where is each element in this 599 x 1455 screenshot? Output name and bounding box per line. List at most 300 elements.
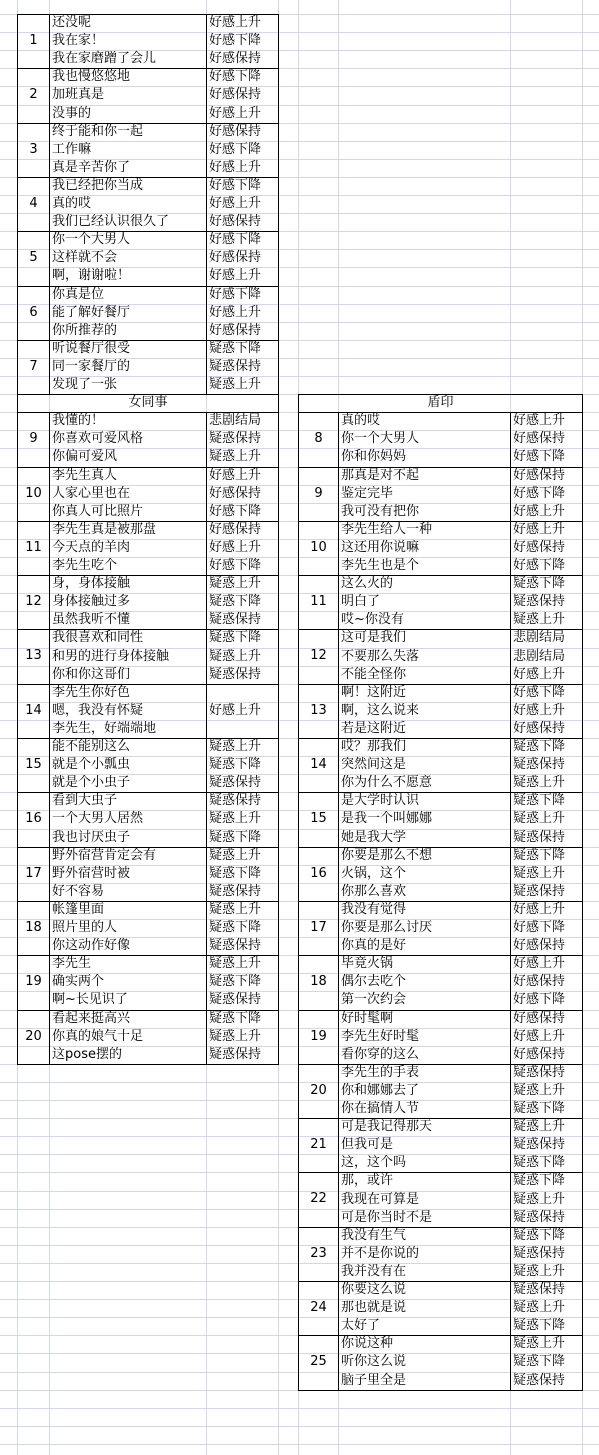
dialogue-option-cell[interactable]: 就是个小虫子 bbox=[52, 775, 131, 791]
dialogue-option-cell[interactable]: 哎~你没有 bbox=[341, 612, 404, 628]
dialogue-option-cell[interactable]: 我也慢悠悠地 bbox=[52, 69, 131, 85]
affection-effect-cell[interactable]: 好感上升 bbox=[513, 702, 566, 718]
dialogue-option-cell[interactable]: 你一个大男人 bbox=[52, 232, 131, 248]
border-line bbox=[298, 467, 299, 522]
dialogue-option-cell[interactable]: 同一家餐厅的 bbox=[52, 358, 131, 374]
affection-effect-cell[interactable]: 疑惑上升 bbox=[513, 865, 566, 881]
dialogue-option-cell[interactable]: 我现在可算是 bbox=[341, 1191, 420, 1207]
affection-effect-cell[interactable]: 疑惑下降 bbox=[513, 1101, 566, 1116]
border-line bbox=[278, 847, 279, 902]
affection-effect-cell[interactable]: 好感保持 bbox=[513, 431, 566, 447]
border-line bbox=[49, 521, 50, 576]
border-line bbox=[49, 629, 50, 685]
group-number: 8 bbox=[314, 431, 323, 447]
dialogue-option-cell[interactable]: 啊，谢谢啦！ bbox=[52, 268, 131, 284]
affection-effect-cell[interactable]: 疑惑保持 bbox=[513, 829, 566, 845]
border-line bbox=[338, 901, 339, 956]
affection-effect-cell[interactable]: 疑惑下降 bbox=[513, 1155, 566, 1171]
affection-effect-cell[interactable]: 疑惑下降 bbox=[513, 739, 566, 754]
border-line bbox=[17, 412, 18, 468]
affection-effect-cell[interactable] bbox=[209, 720, 276, 738]
border-line bbox=[278, 394, 279, 413]
dialogue-option-cell[interactable]: 没事的 bbox=[52, 105, 92, 121]
group-number: 25 bbox=[310, 1354, 327, 1370]
dialogue-option-cell[interactable]: 李先生，好端端地 bbox=[52, 720, 157, 736]
group-number: 9 bbox=[314, 485, 323, 501]
dialogue-option-cell[interactable]: 李先生好时髦 bbox=[341, 1028, 420, 1044]
dialogue-option-cell[interactable]: 你偏可爱风 bbox=[52, 449, 118, 465]
affection-effect-cell[interactable]: 好感保持 bbox=[513, 467, 566, 483]
affection-effect-cell[interactable]: 疑惑下降 bbox=[513, 1354, 566, 1370]
group-number: 22 bbox=[310, 1191, 327, 1207]
dialogue-option-cell[interactable]: 我可没有把你 bbox=[341, 503, 420, 519]
dialogue-option-cell[interactable]: 还没呢 bbox=[52, 15, 92, 30]
affection-effect-cell[interactable]: 好感保持 bbox=[209, 250, 262, 266]
affection-effect-cell[interactable]: 疑惑上升 bbox=[209, 739, 262, 754]
dialogue-option-cell[interactable]: 啊！这附近 bbox=[341, 684, 407, 700]
border-line bbox=[582, 1281, 583, 1336]
dialogue-option-cell[interactable]: 今天点的羊肉 bbox=[52, 539, 131, 555]
border-line bbox=[206, 738, 207, 793]
affection-effect-cell[interactable]: 好感保持 bbox=[513, 1010, 566, 1026]
border-line bbox=[510, 955, 511, 1011]
affection-effect-cell[interactable]: 好感下降 bbox=[209, 286, 262, 302]
border-line bbox=[510, 901, 511, 956]
dialogue-option-cell[interactable]: 我很喜欢和同性 bbox=[52, 630, 144, 646]
dialogue-option-cell[interactable]: 那也就是说 bbox=[341, 1300, 407, 1316]
affection-effect-cell[interactable]: 悲剧结局 bbox=[513, 648, 566, 664]
dialogue-option-cell[interactable]: 我已经把你当成 bbox=[52, 177, 144, 193]
group-number: 20 bbox=[25, 1028, 42, 1044]
affection-effect-cell[interactable]: 疑惑上升 bbox=[513, 1263, 566, 1279]
affection-effect-cell[interactable]: 疑惑下降 bbox=[209, 829, 262, 845]
dialogue-option-cell[interactable]: 哎？那我们 bbox=[341, 739, 407, 754]
border-line bbox=[17, 14, 18, 69]
border-line bbox=[298, 1064, 299, 1119]
dialogue-option-cell[interactable]: 身，身体接触 bbox=[52, 576, 131, 592]
dialogue-option-cell[interactable]: 并不是你说的 bbox=[341, 1245, 420, 1261]
border-line bbox=[298, 1227, 299, 1282]
affection-effect-cell[interactable]: 好感保持 bbox=[513, 720, 566, 736]
dialogue-option-cell[interactable]: 看起来挺高兴 bbox=[52, 1010, 131, 1026]
group-number: 18 bbox=[25, 919, 42, 935]
dialogue-option-cell[interactable]: 你这动作好像 bbox=[52, 938, 131, 954]
dialogue-option-cell[interactable]: 那真是对不起 bbox=[341, 467, 420, 483]
affection-effect-cell[interactable]: 好感下降 bbox=[513, 992, 566, 1008]
dialogue-option-cell[interactable]: 真是辛苦你了 bbox=[52, 159, 131, 175]
dialogue-option-cell[interactable]: 若是这附近 bbox=[341, 720, 407, 736]
affection-effect-cell[interactable]: 好感上升 bbox=[513, 956, 566, 972]
affection-effect-cell[interactable]: 疑惑下降 bbox=[209, 594, 262, 610]
dialogue-option-cell[interactable]: 听你这么说 bbox=[341, 1354, 407, 1370]
border-line bbox=[298, 1118, 299, 1173]
affection-effect-cell[interactable]: 好感上升 bbox=[209, 159, 262, 175]
border-line bbox=[17, 684, 18, 739]
affection-effect-cell[interactable]: 好感上升 bbox=[209, 539, 262, 555]
affection-effect-cell[interactable]: 疑惑保持 bbox=[209, 793, 262, 809]
dialogue-option-cell[interactable]: 你要这么说 bbox=[341, 1282, 407, 1297]
border-line bbox=[338, 1335, 339, 1391]
affection-effect-cell[interactable]: 疑惑下降 bbox=[209, 920, 262, 935]
dialogue-option-cell[interactable]: 你在搞情人节 bbox=[341, 1101, 420, 1116]
dialogue-option-cell[interactable]: 偶尔去吃个 bbox=[341, 974, 407, 990]
affection-effect-cell[interactable]: 好感保持 bbox=[513, 938, 566, 954]
border-line bbox=[49, 68, 50, 124]
dialogue-option-cell[interactable]: 李先生真是被那盘 bbox=[52, 521, 157, 537]
dialogue-option-cell[interactable]: 可是你当时不是 bbox=[341, 1209, 433, 1225]
border-line bbox=[49, 847, 50, 902]
dialogue-option-cell[interactable]: 这可是我们 bbox=[341, 630, 407, 646]
affection-effect-cell[interactable]: 好感下降 bbox=[209, 503, 262, 519]
affection-effect-cell[interactable]: 好感上升 bbox=[209, 105, 262, 121]
border-line bbox=[298, 738, 299, 793]
dialogue-option-cell[interactable]: 工作嘛 bbox=[52, 141, 92, 157]
affection-effect-cell[interactable]: 疑惑保持 bbox=[513, 1064, 566, 1080]
border-line bbox=[49, 231, 50, 287]
dialogue-option-cell[interactable]: 这，这个吗 bbox=[341, 1155, 407, 1171]
border-line bbox=[510, 1335, 511, 1391]
border-line bbox=[298, 1281, 299, 1336]
affection-effect-cell[interactable]: 好感保持 bbox=[209, 214, 262, 230]
section-header-right: 盾印 bbox=[427, 395, 454, 411]
border-line bbox=[298, 521, 299, 576]
border-line bbox=[206, 1010, 207, 1065]
affection-effect-cell[interactable]: 疑惑下降 bbox=[513, 1173, 566, 1189]
border-line bbox=[510, 1010, 511, 1065]
dialogue-option-cell[interactable]: 野外宿营时被 bbox=[52, 865, 131, 881]
dialogue-option-cell[interactable]: 明白了 bbox=[341, 594, 381, 610]
border-line bbox=[298, 792, 299, 848]
group-number: 16 bbox=[310, 865, 327, 881]
border-line bbox=[338, 412, 339, 468]
affection-effect-cell[interactable]: 好感上升 bbox=[513, 666, 566, 682]
dialogue-option-cell[interactable]: 李先生真人 bbox=[52, 467, 118, 483]
affection-effect-cell[interactable] bbox=[209, 684, 276, 702]
dialogue-option-cell[interactable]: 是我一个叫娜娜 bbox=[341, 811, 433, 827]
dialogue-option-cell[interactable]: 李先生吃个 bbox=[52, 558, 118, 573]
affection-effect-cell[interactable]: 疑惑保持 bbox=[513, 594, 566, 610]
dialogue-option-cell[interactable]: 你所推荐的 bbox=[52, 322, 118, 338]
dialogue-option-cell[interactable]: 人家心里也在 bbox=[52, 485, 131, 501]
affection-effect-cell[interactable]: 好感保持 bbox=[209, 123, 262, 139]
border-line bbox=[338, 1227, 339, 1282]
affection-effect-cell[interactable]: 疑惑保持 bbox=[513, 757, 566, 773]
border-line bbox=[278, 340, 279, 395]
dialogue-option-cell[interactable]: 你和你这哥们 bbox=[52, 666, 131, 682]
dialogue-option-cell[interactable]: 确实两个 bbox=[52, 974, 105, 990]
dialogue-option-cell[interactable]: 看到大虫子 bbox=[52, 793, 118, 809]
affection-effect-cell[interactable]: 疑惑保持 bbox=[209, 883, 262, 899]
affection-effect-cell[interactable]: 疑惑下降 bbox=[513, 1318, 566, 1334]
affection-effect-cell[interactable]: 疑惑下降 bbox=[513, 576, 566, 592]
dialogue-option-cell[interactable]: 你真是位 bbox=[52, 286, 105, 302]
dialogue-option-cell[interactable]: 鉴定完毕 bbox=[341, 485, 394, 501]
border-line bbox=[510, 575, 511, 630]
dialogue-option-cell[interactable]: 脑子里全是 bbox=[341, 1372, 407, 1388]
affection-effect-cell[interactable]: 悲剧结局 bbox=[513, 630, 566, 646]
affection-effect-cell[interactable]: 疑惑保持 bbox=[209, 431, 262, 447]
affection-effect-cell[interactable]: 疑惑上升 bbox=[209, 956, 262, 972]
affection-effect-cell[interactable]: 好感保持 bbox=[209, 322, 262, 338]
affection-effect-cell[interactable]: 好感下降 bbox=[209, 69, 262, 85]
dialogue-option-cell[interactable]: 你要是那么不想 bbox=[341, 847, 433, 863]
dialogue-option-cell[interactable]: 李先生你好色 bbox=[52, 684, 131, 700]
border-line bbox=[17, 394, 18, 413]
affection-effect-cell[interactable]: 疑惑上升 bbox=[209, 1028, 262, 1044]
affection-effect-cell[interactable]: 疑惑下降 bbox=[513, 793, 566, 809]
dialogue-option-cell[interactable]: 毕竟火锅 bbox=[341, 956, 394, 972]
affection-effect-cell[interactable]: 疑惑上升 bbox=[513, 1119, 566, 1135]
dialogue-option-cell[interactable]: 照片里的人 bbox=[52, 920, 118, 935]
dialogue-option-cell[interactable]: 是大学时认识 bbox=[341, 793, 420, 809]
affection-effect-cell[interactable]: 好感下降 bbox=[513, 558, 566, 573]
border-line bbox=[17, 738, 18, 793]
affection-effect-cell[interactable]: 疑惑保持 bbox=[209, 938, 262, 954]
dialogue-option-cell[interactable]: 你真的是好 bbox=[341, 938, 407, 954]
affection-effect-cell[interactable]: 疑惑保持 bbox=[209, 612, 262, 628]
dialogue-option-cell[interactable]: 嗯，我没有怀疑 bbox=[52, 702, 144, 718]
affection-effect-cell[interactable]: 疑惑上升 bbox=[513, 1191, 566, 1207]
affection-effect-cell[interactable]: 好感下降 bbox=[513, 449, 566, 465]
affection-effect-cell[interactable]: 疑惑上升 bbox=[209, 576, 262, 592]
dialogue-option-cell[interactable]: 终于能和你一起 bbox=[52, 123, 144, 139]
affection-effect-cell[interactable]: 好感上升 bbox=[513, 413, 566, 429]
border-line bbox=[510, 1118, 511, 1173]
border-line bbox=[582, 847, 583, 902]
dialogue-option-cell[interactable]: 啊，这么说来 bbox=[341, 702, 420, 718]
affection-effect-cell[interactable]: 好感下降 bbox=[209, 558, 262, 573]
affection-effect-cell[interactable]: 好感上升 bbox=[209, 196, 262, 211]
dialogue-option-cell[interactable]: 我懂的！ bbox=[52, 413, 105, 429]
border-line bbox=[49, 901, 50, 956]
dialogue-option-cell[interactable]: 好不容易 bbox=[52, 883, 105, 899]
dialogue-option-cell[interactable]: 李先生给人一种 bbox=[341, 521, 433, 537]
dialogue-option-cell[interactable]: 我在家！ bbox=[52, 33, 105, 49]
group-number: 3 bbox=[29, 141, 38, 157]
border-line bbox=[49, 286, 50, 341]
dialogue-option-cell[interactable]: 就是个小瓢虫 bbox=[52, 757, 131, 773]
dialogue-option-cell[interactable]: 啊~长见识了 bbox=[52, 992, 128, 1008]
dialogue-option-cell[interactable]: 能不能别这么 bbox=[52, 739, 131, 754]
border-line bbox=[278, 575, 279, 630]
group-number: 17 bbox=[25, 865, 42, 881]
affection-effect-cell[interactable]: 好感下降 bbox=[513, 485, 566, 501]
affection-effect-cell[interactable]: 好感下降 bbox=[209, 33, 262, 49]
affection-effect-cell[interactable]: 好感保持 bbox=[209, 51, 262, 67]
dialogue-option-cell[interactable]: 李先生的手表 bbox=[341, 1064, 420, 1080]
affection-effect-cell[interactable]: 好感保持 bbox=[209, 485, 262, 501]
border-line bbox=[206, 901, 207, 956]
dialogue-option-cell[interactable]: 太好了 bbox=[341, 1318, 381, 1334]
affection-effect-cell[interactable]: 好感上升 bbox=[209, 268, 262, 284]
affection-effect-cell[interactable]: 疑惑保持 bbox=[209, 666, 262, 682]
border-line bbox=[278, 1010, 279, 1065]
affection-effect-cell[interactable]: 好感上升 bbox=[209, 702, 262, 718]
affection-effect-cell[interactable]: 好感保持 bbox=[209, 87, 262, 103]
dialogue-option-cell[interactable]: 这样就不会 bbox=[52, 250, 118, 266]
dialogue-option-cell[interactable]: 真的哎 bbox=[52, 196, 92, 211]
affection-effect-cell[interactable]: 好感保持 bbox=[513, 539, 566, 555]
dialogue-option-cell[interactable]: 我没有生气 bbox=[341, 1227, 407, 1243]
dialogue-option-cell[interactable]: 发现了一张 bbox=[52, 377, 118, 392]
dialogue-option-cell[interactable]: 不能全怪你 bbox=[341, 666, 407, 682]
affection-effect-cell[interactable]: 好感保持 bbox=[513, 1046, 566, 1062]
border-line bbox=[338, 1064, 339, 1119]
dialogue-option-cell[interactable]: 看你穿的这么 bbox=[341, 1046, 420, 1062]
affection-effect-cell[interactable]: 疑惑下降 bbox=[513, 847, 566, 863]
dialogue-option-cell[interactable]: 你那么喜欢 bbox=[341, 883, 407, 899]
border-line bbox=[278, 521, 279, 576]
dialogue-option-cell[interactable]: 你喜欢可爱风格 bbox=[52, 431, 144, 447]
affection-effect-cell[interactable]: 疑惑上升 bbox=[513, 811, 566, 827]
affection-effect-cell[interactable]: 好感保持 bbox=[513, 974, 566, 990]
dialogue-option-cell[interactable]: 你为什么不愿意 bbox=[341, 775, 433, 791]
dialogue-option-cell[interactable]: 加班真是 bbox=[52, 87, 105, 103]
affection-effect-cell[interactable]: 好感保持 bbox=[209, 521, 262, 537]
dialogue-option-cell[interactable]: 身体接触过多 bbox=[52, 594, 131, 610]
dialogue-option-cell[interactable]: 不要那么失落 bbox=[341, 648, 420, 664]
affection-effect-cell[interactable]: 疑惑上升 bbox=[209, 449, 262, 465]
affection-effect-cell[interactable]: 好感上升 bbox=[513, 901, 566, 917]
dialogue-option-cell[interactable]: 听说餐厅很受 bbox=[52, 340, 131, 356]
affection-effect-cell[interactable]: 疑惑上升 bbox=[209, 847, 262, 863]
dialogue-option-cell[interactable]: 真的哎 bbox=[341, 413, 381, 429]
affection-effect-cell[interactable]: 疑惑下降 bbox=[209, 340, 262, 356]
affection-effect-cell[interactable]: 疑惑保持 bbox=[513, 883, 566, 899]
affection-effect-cell[interactable]: 疑惑上升 bbox=[513, 1300, 566, 1316]
dialogue-option-cell[interactable]: 李先生也是个 bbox=[341, 558, 420, 573]
dialogue-option-cell[interactable]: 这么火的 bbox=[341, 576, 394, 592]
affection-effect-cell[interactable]: 疑惑保持 bbox=[209, 1046, 262, 1062]
affection-effect-cell[interactable]: 疑惑下降 bbox=[209, 757, 262, 773]
affection-effect-cell[interactable]: 疑惑下降 bbox=[209, 974, 262, 990]
group-number: 11 bbox=[310, 594, 327, 610]
border-line bbox=[582, 1010, 583, 1065]
affection-effect-cell[interactable]: 疑惑上升 bbox=[209, 811, 262, 827]
dialogue-option-cell[interactable]: 能了解好餐厅 bbox=[52, 304, 131, 320]
border-line bbox=[298, 629, 299, 685]
affection-effect-cell[interactable]: 疑惑下降 bbox=[209, 865, 262, 881]
affection-effect-cell[interactable]: 疑惑保持 bbox=[513, 1245, 566, 1261]
border-line bbox=[582, 738, 583, 793]
group-number: 23 bbox=[310, 1245, 327, 1261]
dialogue-option-cell[interactable]: 你和娜娜去了 bbox=[341, 1082, 420, 1098]
border-line bbox=[582, 394, 583, 413]
border-line bbox=[206, 412, 207, 468]
affection-effect-cell[interactable]: 好感上升 bbox=[513, 503, 566, 519]
dialogue-option-cell[interactable]: 这pose摆的 bbox=[52, 1046, 122, 1062]
affection-effect-cell[interactable]: 好感下降 bbox=[513, 920, 566, 935]
dialogue-option-cell[interactable]: 我在家磨蹭了会儿 bbox=[52, 51, 157, 67]
border-line bbox=[278, 177, 279, 232]
border-line bbox=[206, 340, 207, 395]
affection-effect-cell[interactable]: 好感下降 bbox=[513, 684, 566, 700]
dialogue-option-cell[interactable]: 那，或许 bbox=[341, 1173, 394, 1189]
dialogue-option-cell[interactable]: 一个大男人居然 bbox=[52, 811, 144, 827]
affection-effect-cell[interactable]: 疑惑保持 bbox=[513, 1137, 566, 1153]
dialogue-option-cell[interactable]: 你和你妈妈 bbox=[341, 449, 407, 465]
affection-effect-cell[interactable]: 疑惑下降 bbox=[513, 1227, 566, 1243]
dialogue-option-cell[interactable]: 你要是那么讨厌 bbox=[341, 920, 433, 935]
affection-effect-cell[interactable]: 疑惑上升 bbox=[513, 775, 566, 791]
border-line bbox=[206, 684, 207, 739]
dialogue-option-cell[interactable]: 李先生 bbox=[52, 956, 92, 972]
affection-effect-cell[interactable]: 疑惑上升 bbox=[513, 612, 566, 628]
border-line bbox=[278, 629, 279, 685]
affection-effect-cell[interactable]: 疑惑下降 bbox=[209, 630, 262, 646]
dialogue-option-cell[interactable]: 火锅，这个 bbox=[341, 865, 407, 881]
affection-effect-cell[interactable]: 好感上升 bbox=[209, 304, 262, 320]
affection-effect-cell[interactable]: 疑惑保持 bbox=[209, 358, 262, 374]
dialogue-option-cell[interactable]: 好时髦啊 bbox=[341, 1010, 394, 1026]
affection-effect-cell[interactable]: 悲剧结局 bbox=[209, 413, 262, 429]
border-line bbox=[206, 177, 207, 232]
group-number: 7 bbox=[29, 358, 38, 374]
dialogue-option-cell[interactable]: 第一次约会 bbox=[341, 992, 407, 1008]
dialogue-option-cell[interactable]: 我们已经认识很久了 bbox=[52, 214, 170, 230]
border-line bbox=[510, 684, 511, 739]
border-line bbox=[17, 286, 18, 341]
affection-effect-cell[interactable]: 疑惑保持 bbox=[513, 1209, 566, 1225]
dialogue-option-cell[interactable]: 我没有觉得 bbox=[341, 901, 407, 917]
border-line bbox=[17, 955, 18, 1011]
dialogue-option-cell[interactable]: 突然间这是 bbox=[341, 757, 407, 773]
affection-effect-cell[interactable]: 疑惑上升 bbox=[209, 377, 262, 392]
affection-effect-cell[interactable]: 好感下降 bbox=[209, 177, 262, 193]
dialogue-option-cell[interactable]: 这还用你说嘛 bbox=[341, 539, 420, 555]
affection-effect-cell[interactable]: 疑惑保持 bbox=[209, 992, 262, 1008]
affection-effect-cell[interactable]: 疑惑保持 bbox=[513, 1282, 566, 1297]
affection-effect-cell[interactable]: 好感上升 bbox=[209, 15, 262, 30]
group-number: 10 bbox=[310, 539, 327, 555]
group-number: 15 bbox=[25, 757, 42, 772]
affection-effect-cell[interactable]: 好感上升 bbox=[513, 521, 566, 537]
dialogue-option-cell[interactable]: 我并没有在 bbox=[341, 1263, 407, 1279]
dialogue-option-cell[interactable]: 帐篷里面 bbox=[52, 901, 105, 917]
affection-effect-cell[interactable]: 好感下降 bbox=[209, 232, 262, 248]
dialogue-option-cell[interactable]: 她是我大学 bbox=[341, 829, 407, 845]
border-line bbox=[278, 684, 279, 739]
affection-effect-cell[interactable]: 疑惑上升 bbox=[513, 1336, 566, 1352]
border-line bbox=[582, 1064, 583, 1119]
border-line bbox=[510, 738, 511, 793]
dialogue-option-cell[interactable]: 但我可是 bbox=[341, 1137, 394, 1153]
dialogue-option-cell[interactable]: 你真人可比照片 bbox=[52, 503, 144, 519]
affection-effect-cell[interactable]: 疑惑下降 bbox=[209, 1010, 262, 1026]
affection-effect-cell[interactable]: 疑惑上升 bbox=[513, 1082, 566, 1098]
group-number: 1 bbox=[29, 33, 38, 48]
dialogue-option-cell[interactable]: 你真的娘气十足 bbox=[52, 1028, 144, 1044]
border-line bbox=[278, 68, 279, 124]
border-line bbox=[298, 847, 299, 902]
dialogue-option-cell[interactable]: 你说这种 bbox=[341, 1336, 394, 1352]
dialogue-option-cell[interactable]: 和男的进行身体接触 bbox=[52, 648, 170, 664]
affection-effect-cell[interactable]: 好感下降 bbox=[209, 141, 262, 157]
dialogue-option-cell[interactable]: 你一个大男人 bbox=[341, 431, 420, 447]
border-line bbox=[49, 177, 50, 232]
border-line bbox=[278, 14, 279, 69]
affection-effect-cell[interactable]: 好感上升 bbox=[513, 1028, 566, 1044]
affection-effect-cell[interactable]: 疑惑上升 bbox=[209, 901, 262, 917]
dialogue-option-cell[interactable]: 野外宿营肯定会有 bbox=[52, 847, 157, 863]
dialogue-option-cell[interactable]: 可是我记得那天 bbox=[341, 1119, 433, 1135]
affection-effect-cell[interactable]: 疑惑保持 bbox=[513, 1372, 566, 1388]
affection-effect-cell[interactable]: 好感上升 bbox=[209, 467, 262, 483]
dialogue-option-cell[interactable]: 我也讨厌虫子 bbox=[52, 829, 131, 845]
dialogue-option-cell[interactable]: 虽然我听不懂 bbox=[52, 612, 131, 628]
affection-effect-cell[interactable]: 疑惑上升 bbox=[209, 648, 262, 664]
affection-effect-cell[interactable]: 疑惑保持 bbox=[209, 775, 262, 791]
